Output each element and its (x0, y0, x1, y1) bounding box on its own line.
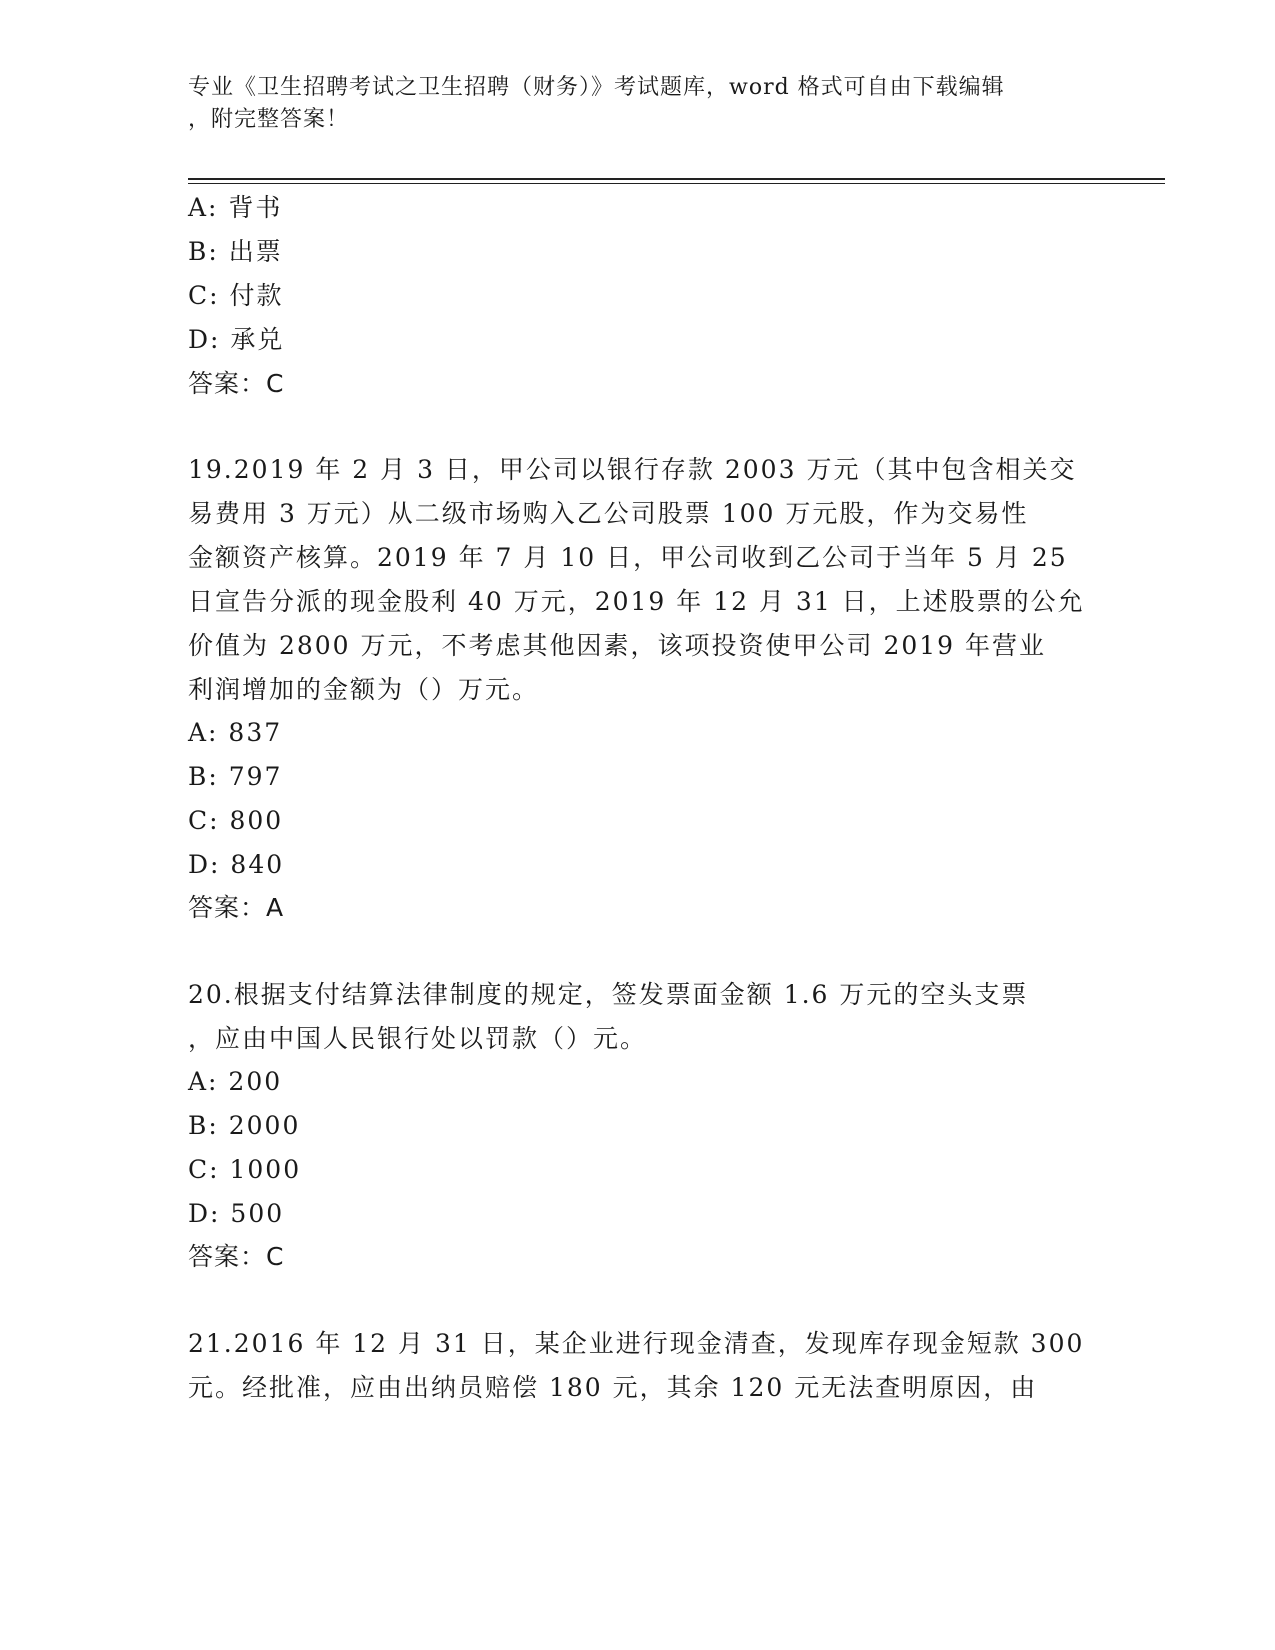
q20-option-c: C: 1000 (188, 1155, 302, 1184)
q20-option-b: B: 2000 (188, 1111, 301, 1140)
q21-text-line-2: 元。经批准，应由出纳员赔偿 180 元，其余 120 元无法查明原因，由 (188, 1373, 1038, 1402)
q19-option-a: A: 837 (188, 718, 283, 747)
q19-text-line-3: 金额资产核算。2019 年 7 月 10 日，甲公司收到乙公司于当年 5 月 25 (188, 543, 1068, 572)
q19-option-c: C: 800 (188, 806, 284, 835)
q18-option-b: B: 出票 (188, 237, 283, 266)
q19-text-line-2: 易费用 3 万元）从二级市场购入乙公司股票 100 万元股，作为交易性 (188, 499, 1029, 528)
q19-answer: 答案：A (188, 893, 285, 922)
q19-text-line-4: 日宣告分派的现金股利 40 万元，2019 年 12 月 31 日，上述股票的公允 (188, 587, 1085, 616)
q18-option-c: C: 付款 (188, 281, 284, 310)
q18-answer: 答案：C (188, 369, 285, 398)
q20-text-line-2: ，应由中国人民银行处以罚款（）元。 (188, 1024, 648, 1053)
header-rule-thick (188, 178, 1165, 180)
q18-option-d: D: 承兑 (188, 325, 285, 354)
q21-text-line-1: 21.2016 年 12 月 31 日，某企业进行现金清查，发现库存现金短款 300 (188, 1329, 1085, 1358)
q18-option-a: A: 背书 (188, 193, 283, 222)
q20-option-d: D: 500 (188, 1199, 285, 1228)
q19-option-b: B: 797 (188, 762, 283, 791)
q20-answer: 答案：C (188, 1242, 285, 1271)
q20-text-line-1: 20.根据支付结算法律制度的规定，签发票面金额 1.6 万元的空头支票 (188, 980, 1029, 1009)
header-line-1: 专业《卫生招聘考试之卫生招聘（财务）》考试题库，word 格式可自由下载编辑 (188, 75, 1005, 100)
q20-option-a: A: 200 (188, 1067, 283, 1096)
header-line-2: ，附完整答案！ (188, 107, 350, 132)
q19-text-line-1: 19.2019 年 2 月 3 日，甲公司以银行存款 2003 万元（其中包含相关交 (188, 455, 1077, 484)
q19-text-line-6: 利润增加的金额为（）万元。 (188, 675, 540, 704)
document-header (188, 72, 1088, 136)
q19-text-line-5: 价值为 2800 万元，不考虑其他因素，该项投资使甲公司 2019 年营业 (188, 631, 1047, 660)
q19-option-d: D: 840 (188, 850, 285, 879)
header-rule-thin (188, 183, 1165, 184)
